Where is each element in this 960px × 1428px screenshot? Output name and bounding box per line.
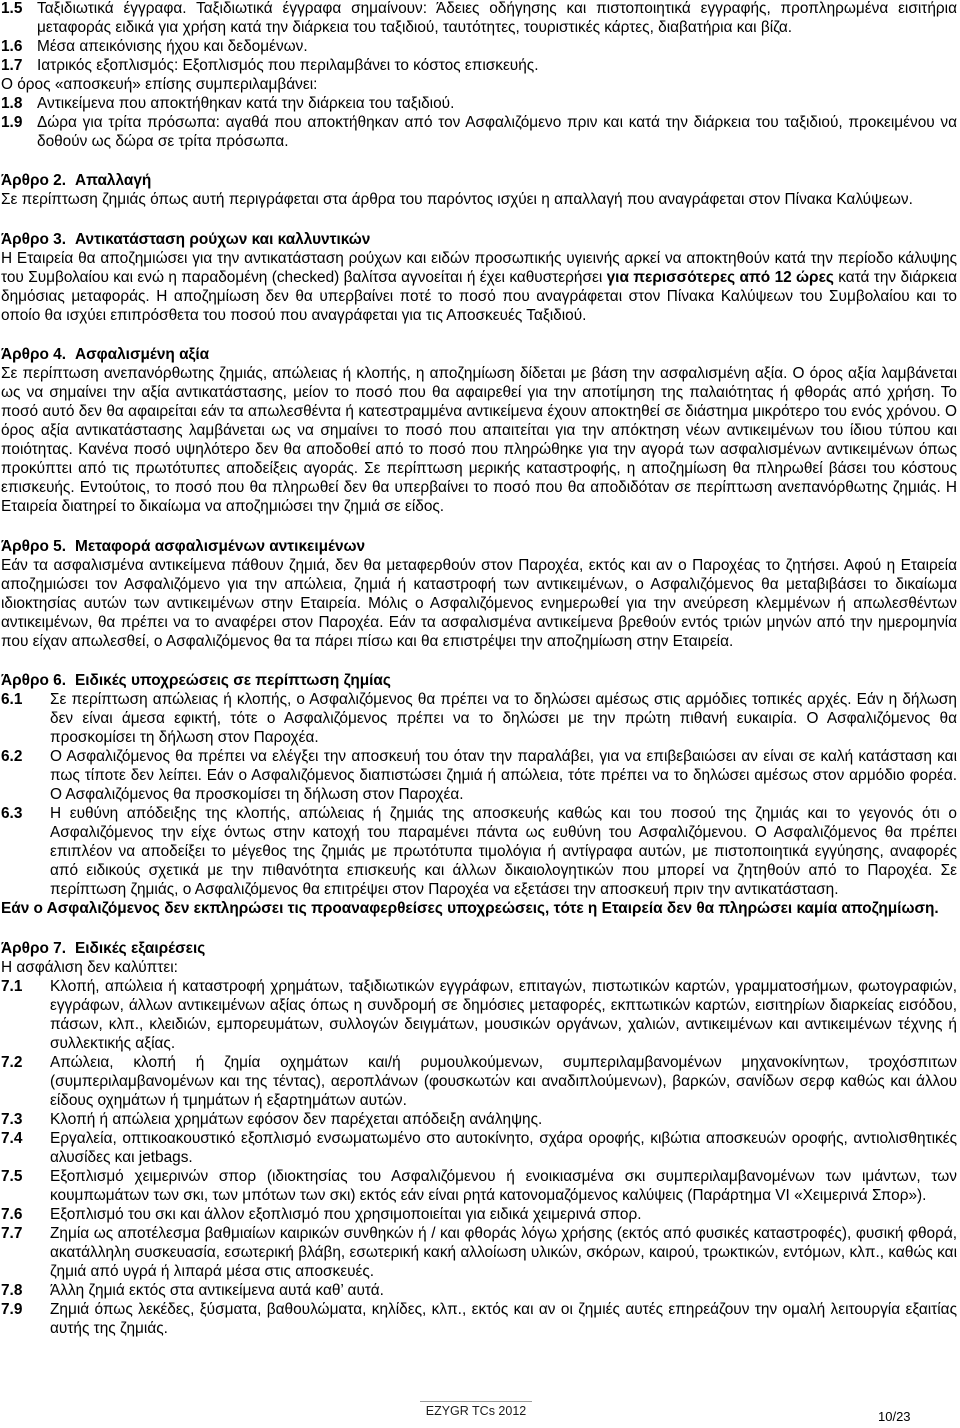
clause-1-6	[1, 37, 957, 56]
article-title: Απαλλαγή	[75, 172, 152, 189]
clause-text: Δώρα για τρίτα πρόσωπα: αγαθά που αποκτήθηκαν από τον Ασφαλιζόμενο πριν και κατά την διάρκεια του ταξιδιού, προκειμένου να δοθούν ως δώρα σε τρίτα πρόσωπα.	[37, 113, 957, 150]
article-4	[1, 345, 957, 516]
clause-number: 1.6	[1, 37, 23, 55]
clause-7-5	[1, 1167, 957, 1205]
article-6	[1, 671, 957, 918]
clause-1-8	[1, 94, 957, 113]
clause-text: Εργαλεία, οπτικοακουστικό εξοπλισμό ενσωματωμένο στο αυτοκίνητο, σχάρα οροφής, κιβώτια αποσκευών οροφής, αντιολισθητικές αλυσίδες και jetbags.	[50, 1129, 957, 1166]
clause-text: Αντικείμενα που αποκτήθηκαν κατά την διάρκεια του ταξιδιού.	[37, 94, 455, 112]
clause-text: Εξοπλισμό χειμερινών σπορ (ιδιοκτησίας του Ασφαλιζόμενου ή ενοικιασμένα σκι συμπεριλαμβανομένων των ιμάντων, των κουμπωμάτων των σκι, των μπότων των σκι) εκτός εάν είναι ρητά κατονομαζόμενος καλύψεις (Παράρτημα VI «Χειμερινά Σπορ»).	[50, 1167, 957, 1204]
clause-number: 7.5	[1, 1167, 23, 1185]
clause-6-1	[1, 690, 957, 747]
clause-text: Ιατρικός εξοπλισμός: Εξοπλισμός που περιλαμβάνει το κόστος επισκευής.	[37, 56, 539, 74]
clause-number: 7.1	[1, 977, 23, 995]
article-heading	[1, 171, 957, 190]
clause-text: Σε περίπτωση απώλειας ή κλοπής, ο Ασφαλιζόμενος θα πρέπει να το δηλώσει αμέσως στις αρμόδιες τοπικές αρχές. Εάν η δήλωση δεν είναι άμεσα εφικτή, τότε ο Ασφαλιζόμενος πρέπει να το δηλώσει με την πρώτη πιθανή ευκαιρία. Ο Ασφαλιζόμενος θα προσκομίσει τη δήλωση στον Παροχέα.	[50, 691, 957, 746]
article-title: Ειδικές εξαιρέσεις	[75, 939, 206, 957]
clause-text: Κλοπή ή απώλεια χρημάτων εφόσον δεν παρέχεται απόδειξη ανάληψης.	[50, 1110, 543, 1128]
clause-text: Ο Ασφαλιζόμενος θα πρέπει να ελέγξει την αποσκευή του όταν την παραλάβει, για να επιβεβαιώσει αν είναι σε καλή κατάσταση και πως τίποτε δεν λείπει. Εάν ο Ασφαλιζόμενος διαπιστώσει ζημιά ή απώλεια, τότε πρέπει να το δηλώσει αμέσως στον αρμόδιο φορέα. Ο Ασφαλιζόμενος θα προσκομίσει τη δήλωση στον Παροχέα.	[50, 748, 957, 803]
article-text-emphasis: για περισσότερες από 12 ώρες	[606, 268, 834, 286]
clause-7-7	[1, 1224, 957, 1281]
clause-number: 1.7	[1, 56, 23, 74]
article-text-part: Η Εταιρεία θα αποζημιώσει για την αντικατάσταση ρούχων και ειδών προσωπικής υγιεινής αρκεί να αποκτηθούν κατά την περίοδο κάλυψης του Συμβολαίου και ενώ η παραδομένη (checked) βαλίτσα αγνοείται ή έχει καθυστερήσει	[1, 249, 957, 286]
article-text: Σε περίπτωση ζημιάς όπως αυτή περιγράφεται στα άρθρα του παρόντος ισχύει η απαλλαγή που αναγράφεται στον Πίνακα Καλύψεων.	[1, 191, 913, 208]
document-body	[1, 0, 957, 1338]
footer-document-code: EZYGR TCs 2012	[420, 1401, 532, 1419]
clause-text: Μέσα απεικόνισης ήχου και δεδομένων.	[37, 37, 308, 55]
clause-text: Η ευθύνη απόδειξης της κλοπής, απώλειας ή ζημιάς της αποσκευής καθώς και του ποσού της ζημιάς και το γεγονός ότι ο Ασφαλιζόμενος την είχε όντως στην κατοχή του παραμένει πάντα ως ευθύνη του Ασφαλιζόμενου. Ο Ασφαλιζόμενος θα πρέπει επιπλέον να αποδείξει το μέγεθος της ζημιάς με πρωτότυπα τιμολόγια ή αντίγραφα αυτών, με πιστοποιητικά εγγύησης, αναφορές από ειδικούς σχετικά με την πιθανότητα επισκευής και άλλων δικαιολογητικών που μπορεί να ζητηθούν από το Παροχέα. Σε περίπτωση ζημιάς, ο Ασφαλιζόμενος θα επιτρέψει στον Παροχέα να εξετάσει την αποσκευή πριν την αντικατάσταση.	[50, 805, 957, 898]
clause-number: 1.5	[1, 0, 23, 17]
clause-text: Άλλη ζημιά εκτός στα αντικείμενα αυτά καθ’ αυτά.	[50, 1281, 384, 1299]
section-1-items	[1, 0, 957, 151]
article-title: Ασφαλισμένη αξία	[75, 346, 210, 363]
clause-7-8	[1, 1281, 957, 1300]
article-text: Σε περίπτωση ανεπανόρθωτης ζημιάς, απώλειας ή κλοπής, η αποζημίωση δίδεται με βάση την ασφαλισμένη αξία. Ο όρος αξία λαμβάνεται ως να σημαίνει την αξία αντικατάστασης, μείον το ποσό που θα αφαιρεθεί για την αποτίμηση της παλαιότητας ή φθοράς από χρήση. Το ποσό αυτό δεν θα αφαιρείται εάν τα απωλεσθέντα ή κατεστραμμένα αντικείμενα έχουν αποκτηθεί σε διάστημα μικρότερο του ενός χρόνου. Ο όρος αξία αντικατάστασης λαμβάνεται ως να σημαίνει το ποσό που απαιτείται για την απόκτηση νέων αντικειμένων του ίδιου τύπου και ποιότητας. Κανένα ποσό υψηλότερο δεν θα αποδοθεί από το ποσό που πληρώθηκε για την αγορά των ασφαλισμένων αντικειμένων όπως προκύπτει από τις πρωτότυπες αποδείξεις αγοράς. Σε περίπτωση μερικής καταστροφής, η αποζημίωση θα πληρωθεί βάσει του κόστους επισκευής. Εντούτοις, το ποσό που θα πληρωθεί δεν θα υπερβαίνει το ποσό που θα αποδιδόταν σε περίπτωση ανεπανόρθωτης ζημιάς. Η Εταιρεία διατηρεί το δικαίωμα να αποζημιώσει την ζημιά σε είδος.	[1, 365, 957, 515]
article-title: Ειδικές υποχρεώσεις σε περίπτωση ζημίας	[75, 672, 391, 689]
article-label: Άρθρο 5.	[1, 537, 66, 555]
baggage-definition-note: Ο όρος «αποσκευή» επίσης συμπεριλαμβάνει:	[1, 75, 318, 93]
article-label: Άρθρο 4.	[1, 346, 66, 363]
clause-number: 7.8	[1, 1281, 23, 1299]
clause-text: Κλοπή, απώλεια ή καταστροφή χρημάτων, ταξιδιωτικών εγγράφων, επιταγών, πιστωτικών καρτών, γραμματοσήμων, φωτογραφιών, εγγράφων, άλλων αντικειμένων αξίας όπως η συνδρομή σε δημόσιες μεταφορές, εκπτωτικών καρτών, εισιτηρίων διαρκείας εισόδου, πάσων, κλπ., κλειδιών, εμπορευμάτων, συλλογών δειγμάτων, μουσικών οργάνων, χαλιών, αντικειμένων και αντικειμένων τέχνης ή συλλεκτικής αξίας.	[50, 977, 957, 1052]
clause-7-1	[1, 977, 957, 1053]
clause-number: 7.3	[1, 1110, 23, 1128]
article-intro: Η ασφάλιση δεν καλύπτει:	[1, 958, 178, 976]
clause-number: 7.7	[1, 1224, 23, 1242]
clause-number: 7.6	[1, 1205, 23, 1223]
article-label: Άρθρο 2.	[1, 172, 66, 189]
article-heading	[1, 671, 957, 690]
clause-text: Ταξιδιωτικά έγγραφα. Ταξιδιωτικά έγγραφα σημαίνουν: Άδειες οδήγησης και πιστοποιητικά εγγραφής, προπληρωμένα εισιτήρια μεταφοράς ειδικά για χρήση κατά την διάρκεια του ταξιδιού, ταυτότητες, τουριστικές κάρτες, διαβατήρια και βίζα.	[37, 0, 957, 36]
article-5	[1, 537, 957, 651]
clause-7-2	[1, 1053, 957, 1110]
article-text	[1, 249, 957, 325]
clause-number: 6.1	[1, 691, 23, 708]
article-heading	[1, 537, 957, 556]
article-label: Άρθρο 6.	[1, 672, 66, 689]
clause-number: 1.9	[1, 113, 23, 131]
article-heading	[1, 939, 957, 958]
clause-text: Ζημία ως αποτέλεσμα βαθμιαίων καιρικών συνθηκών ή / και φθοράς λόγω χρήσης (εκτός από φυσικές καταστροφές), φυσική φθορά, ακατάλληλη συσκευασία, εσωτερική βλάβη, εσωτερική κακή αλλοίωση υλικών, σκόρων, καιρού, τρωκτικών, εντόμων, κλπ., καθώς και ζημιά από υγρά ή λιπαρά μέσα στις αποσκευές.	[50, 1224, 957, 1280]
article-label: Άρθρο 3.	[1, 230, 66, 248]
clause-1-7	[1, 56, 957, 75]
clause-7-6	[1, 1205, 957, 1224]
clause-text: Ζημιά όπως λεκέδες, ξύσματα, βαθουλώματα, κηλίδες, κλπ., εκτός και αν οι ζημιές αυτές επηρεάζουν την ομαλή λειτουργία εξαιτίας αυτής της ζημιάς.	[50, 1300, 957, 1337]
article-label: Άρθρο 7.	[1, 939, 66, 957]
clause-text: Εξοπλισμό του σκι και άλλον εξοπλισμό που χρησιμοποιείται για ειδικά χειμερινά σπορ.	[50, 1205, 642, 1223]
clause-number: 7.9	[1, 1300, 23, 1318]
footer-page-number: 10/23	[878, 1409, 911, 1424]
article-heading	[1, 345, 957, 364]
article-title: Αντικατάσταση ρούχων και καλλυντικών	[75, 230, 371, 248]
clause-7-9	[1, 1300, 957, 1338]
article-closing-statement: Εάν ο Ασφαλιζόμενος δεν εκπληρώσει τις προαναφερθείσες υποχρεώσεις, τότε η Εταιρεία δεν θα πληρώσει καμία αποζημίωση.	[1, 900, 939, 917]
clause-number: 6.3	[1, 805, 23, 822]
article-7	[1, 939, 957, 1338]
clause-1-5	[1, 0, 957, 37]
clause-6-2	[1, 747, 957, 804]
clause-7-3	[1, 1110, 957, 1129]
clause-1-9	[1, 113, 957, 151]
clause-number: 1.8	[1, 94, 23, 112]
clause-text: Απώλεια, κλοπή ή ζημία οχημάτων και/ή ρυμουλκούμενων, συμπεριλαμβανομένων μηχανοκίνητων, τροχόσπιτων (συμπεριλαμβανομένων και της τέντας), αεροπλάνων (φουσκωτών και αναδιπλούμενων), βαρκών, σανίδων σερφ καθώς και άλλου είδους οχημάτων ή τμημάτων ή εξαρτημάτων αυτών.	[50, 1053, 957, 1109]
article-2	[1, 171, 957, 209]
article-title: Μεταφορά ασφαλισμένων αντικειμένων	[75, 537, 366, 555]
article-heading	[1, 230, 957, 249]
article-text: Εάν τα ασφαλισμένα αντικείμενα πάθουν ζημιά, δεν θα μεταφερθούν στον Παροχέα, εκτός και αν ο Παροχέας το ζητήσει. Αφού η Εταιρεία αποζημιώσει τον Ασφαλιζόμενο για την απώλεια, ζημιά ή καταστροφή των αντικειμένων, ο Ασφαλιζόμενος θα μεταβιβάσει το δικαίωμα ιδιοκτησίας αυτών των αντικειμένων στην Εταιρεία. Μόλις ο Ασφαλιζόμενος ενημερωθεί για την ανεύρεση κλεμμένων ή απωλεσθέντων αντικειμένων, θα πρέπει να το αναφέρει στον Παροχέα. Εάν τα ασφαλισμένα αντικείμενα βρεθούν εντός τριών μηνών από την ημερομηνία που είχαν απωλεσθεί, ο Ασφαλιζόμενος θα τα πάρει πίσω και θα επιστρέψει την αποζημίωση στην Εταιρεία.	[1, 556, 957, 650]
clause-number: 6.2	[1, 748, 23, 765]
article-3	[1, 230, 957, 325]
clause-7-4	[1, 1129, 957, 1167]
article-text-part: κατά την διάρκεια δημόσιας μεταφοράς. Η αποζημίωση δεν θα υπερβαίνει ποτέ το ποσό που αναγράφεται στον Πίνακα Καλύψεων του Συμβολαίου και το οποίο θα ισχύει επιπρόσθετα του ποσού που αναγράφεται για τις Αποσκευές Ταξιδιού.	[1, 268, 957, 324]
clause-number: 7.4	[1, 1129, 23, 1147]
clause-number: 7.2	[1, 1053, 23, 1071]
clause-6-3	[1, 804, 957, 899]
